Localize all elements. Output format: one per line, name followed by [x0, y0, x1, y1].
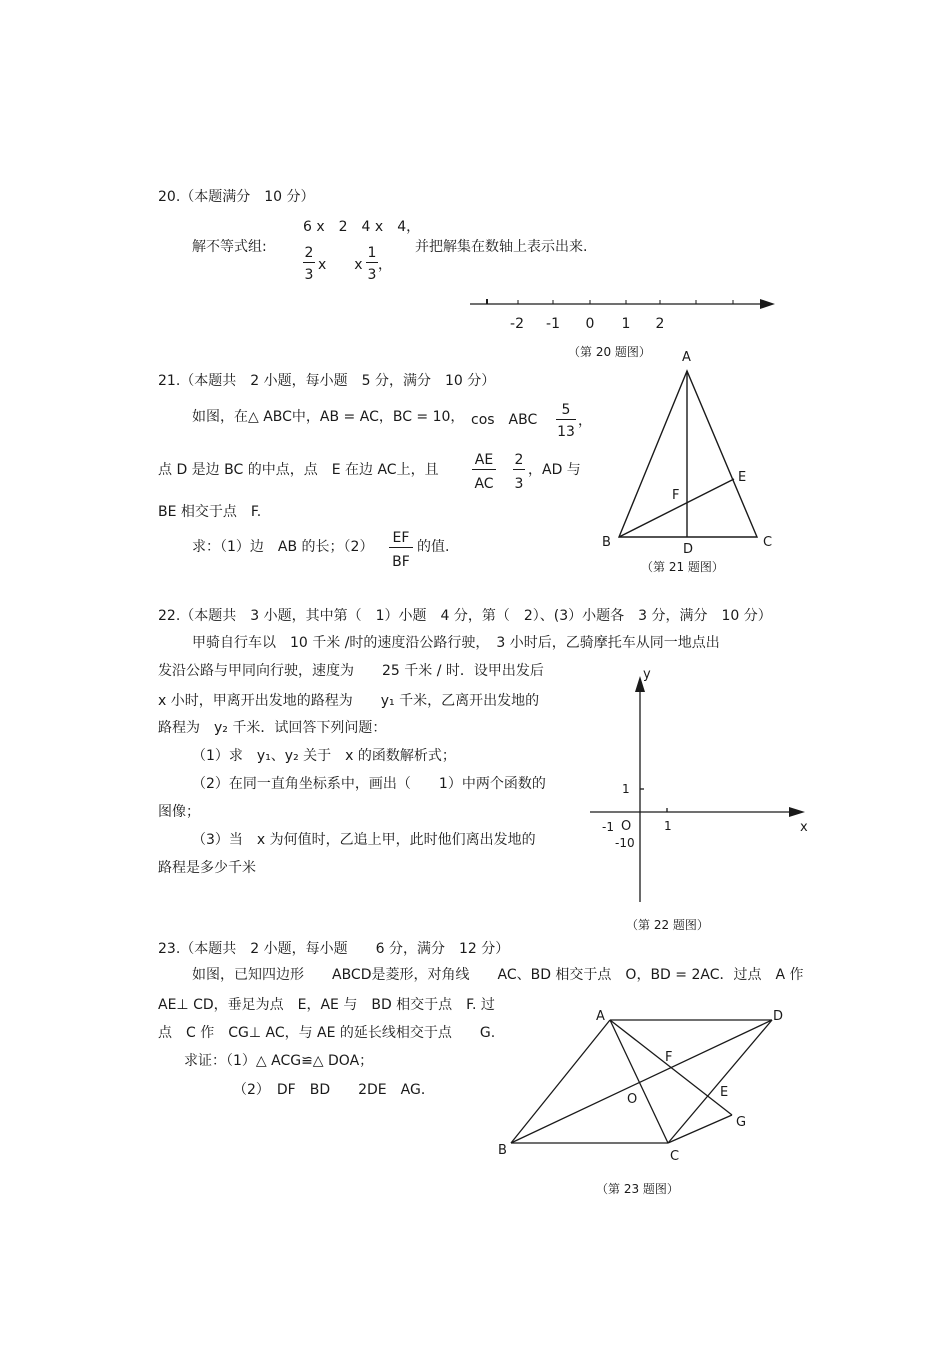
q22-x-tick-neg1: -1	[602, 820, 614, 834]
q23-label-e: E	[720, 1085, 729, 1100]
q20-caption: （第 20 题图）	[568, 345, 651, 359]
q23-caption: （第 23 题图）	[596, 1182, 679, 1196]
q21-cos-comma: ，	[578, 413, 592, 429]
q22-paragraph-4: 路程为 y₂ 千米．试回答下列问题：	[158, 720, 387, 736]
q21-triangle-figure	[619, 371, 757, 537]
q21-ratio-bar	[472, 469, 496, 470]
q21-line-3: BE 相交于点 F.	[158, 504, 262, 520]
q21-line-4-tail: 的值.	[417, 539, 450, 555]
q23-label-f: F	[665, 1050, 673, 1065]
q21-caption: （第 21 题图）	[641, 560, 724, 574]
q22-part-2-cont: 图像；	[158, 804, 200, 820]
q21-value-bar	[513, 469, 525, 470]
q20-frac1-den: 3	[304, 267, 314, 283]
q21-label-c: C	[763, 535, 773, 550]
q21-line-2: 点 D 是边 BC 的中点，点 E 在边 AC上，且	[158, 462, 439, 478]
q21-label-d: D	[683, 542, 694, 557]
q22-part-2: （2）在同一直角坐标系中，画出（ 1）中两个函数的	[192, 776, 546, 792]
q20-instruction: 并把解集在数轴上表示出来.	[415, 239, 588, 255]
q23-paragraph-2: AE⊥ CD，垂足为点 E，AE 与 BD 相交于点 F. 过	[158, 997, 495, 1013]
q21-cos-bar	[556, 419, 576, 420]
q21-ef-bar	[389, 547, 413, 548]
q22-caption: （第 22 题图）	[626, 918, 709, 932]
q21-label-e: E	[738, 470, 747, 485]
q22-header: 22.（本题共 3 小题，其中第（ 1）小题 4 分，第（ 2）、(3）小题各 3 分，满分 10 分）	[158, 608, 772, 624]
q21-ratio-num: AE	[474, 452, 494, 468]
q22-paragraph-3: x 小时，甲离开出发地的路程为 y₁ 千米，乙离开出发地的	[158, 693, 540, 709]
q21-value-den: 3	[514, 476, 524, 492]
q23-header: 23.（本题共 2 小题，每小题 6 分，满分 12 分）	[158, 941, 510, 957]
q23-label-g: G	[736, 1115, 747, 1130]
q22-axis-y-label: y	[643, 667, 651, 682]
q20-header: 20.（本题满分 10 分）	[158, 189, 315, 205]
q21-line-4: 求：（1）边 AB 的长；（2）	[192, 539, 374, 555]
q22-paragraph-2: 发沿公路与甲同向行驶，速度为 25 千米 / 时．设甲出发后	[158, 663, 544, 679]
q23-label-d: D	[773, 1009, 784, 1024]
q23-label-a: A	[596, 1009, 605, 1024]
q20-number-line	[470, 299, 775, 309]
q21-label-f: F	[672, 488, 680, 503]
q20-inequality-2-mid: x x	[318, 257, 363, 273]
q21-cos-num: 5	[561, 402, 571, 418]
q22-part-1: （1）求 y₁、y₂ 关于 x 的函数解析式；	[192, 748, 456, 764]
q21-line-1: 如图，在△ ABC中，AB = AC，BC = 10，	[192, 409, 465, 425]
q22-paragraph-1: 甲骑自行车以 10 千米 /时的速度沿公路行驶， 3 小时后，乙骑摩托车从同一地点出	[192, 635, 720, 651]
q20-prompt: 解不等式组:	[192, 239, 267, 255]
q23-label-b: B	[498, 1143, 507, 1158]
q20-comma: ，	[378, 257, 392, 273]
q21-ratio-den: AC	[474, 476, 494, 492]
q23-label-o: O	[627, 1092, 638, 1107]
q20-inequality-1: 6 x 2 4 x 4，	[303, 219, 421, 235]
q21-header: 21.（本题共 2 小题，每小题 5 分，满分 10 分）	[158, 373, 496, 389]
q23-rhombus-figure	[511, 1020, 772, 1143]
q21-label-b: B	[602, 535, 611, 550]
q21-line-2-tail: ，AD 与	[528, 462, 581, 478]
q20-tick-label: 2	[655, 316, 665, 332]
q21-label-a: A	[682, 350, 691, 365]
q20-frac2-num: 1	[367, 245, 377, 261]
arrow-icon	[760, 299, 775, 309]
q22-y-tick-neg10: -10	[615, 836, 635, 850]
q22-x-tick-1: 1	[664, 819, 672, 833]
q20-tick-label: 0	[585, 316, 595, 332]
q23-proof-1: 求证：（1）△ ACG≌△ DOA；	[184, 1053, 374, 1069]
q21-ef-den: BF	[392, 554, 410, 570]
q20-frac1-num: 2	[304, 245, 314, 261]
q21-value-num: 2	[514, 452, 524, 468]
q21-cos: cos ABC	[471, 412, 538, 428]
q22-y-tick-1: 1	[622, 782, 630, 796]
q23-label-c: C	[670, 1149, 680, 1164]
q20-tick-label: -1	[546, 316, 560, 332]
q23-paragraph-1: 如图，已知四边形 ABCD是菱形，对角线 AC、BD 相交于点 O，BD = 2AC．过点 A 作	[192, 967, 804, 983]
arrow-icon	[789, 807, 805, 817]
q21-cos-den: 13	[557, 424, 575, 440]
q21-ef-num: EF	[392, 530, 410, 546]
q23-paragraph-3: 点 C 作 CG⊥ AC，与 AE 的延长线相交于点 G.	[158, 1025, 496, 1041]
q22-origin: O	[621, 819, 632, 834]
q20-frac2-den: 3	[367, 267, 377, 283]
q22-part-3-cont: 路程是多少千米	[158, 860, 256, 876]
q20-tick-label: 1	[621, 316, 631, 332]
q22-part-3: （3）当 x 为何值时，乙追上甲，此时他们离出发地的	[192, 832, 536, 848]
q23-proof-2: （2） DF BD 2DE AG．	[233, 1082, 435, 1098]
q20-tick-label: -2	[510, 316, 524, 332]
q22-axis-x-label: x	[800, 820, 808, 835]
